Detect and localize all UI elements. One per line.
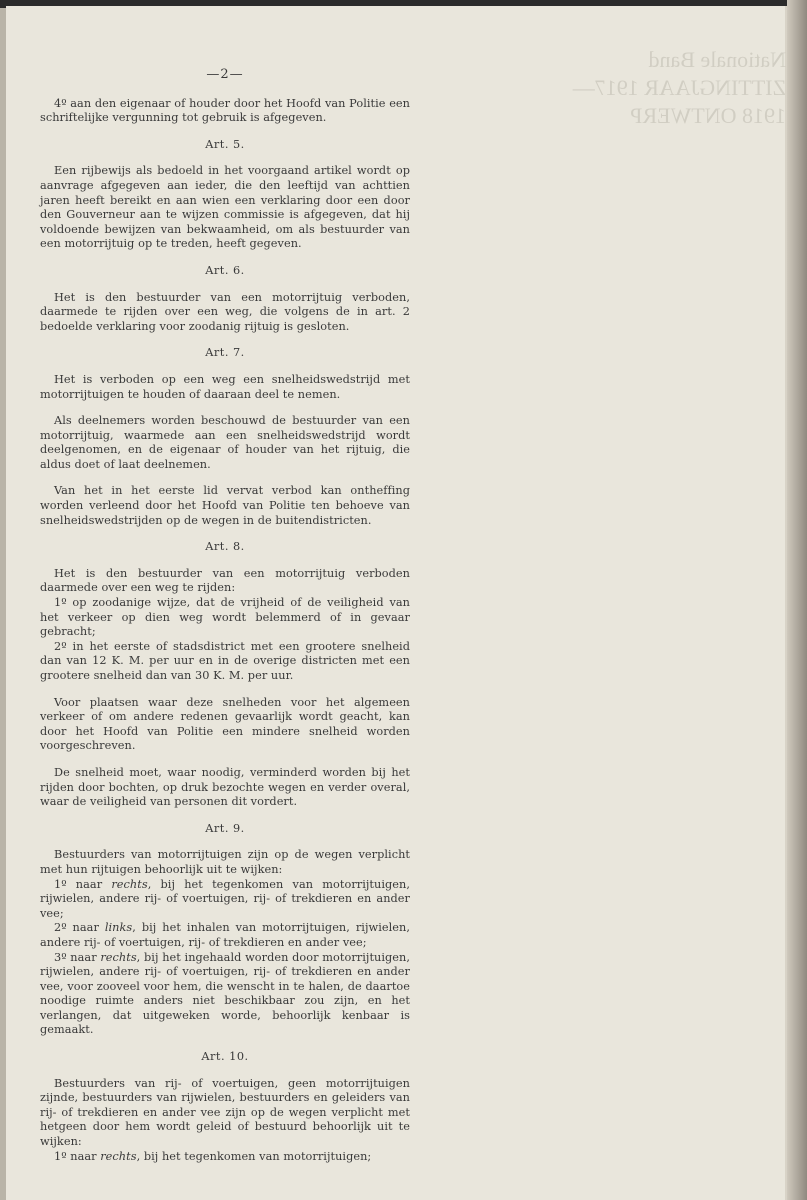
article-9-item-3-direction: rechts: [100, 950, 137, 964]
page-content: [40, 68, 410, 1164]
article-8-text-3: De snelheid moet, waar noodig, verminderd worden bij het rijden door bochten, op druk bezochte wegen en verder overal, waar de veiligheid van personen dit vordert.: [40, 765, 410, 809]
article-9-item-1-prefix: 1º naar: [54, 877, 112, 891]
article-7-heading: Art. 7.: [205, 346, 245, 360]
article-10-intro: Bestuurders van rij- of voertuigen, geen motorrijtuigen zijnde, bestuurders van rijwielen, bestuurders en geleiders van rij- of trekdieren en ander vee zijn op de wegen verplicht met hetgeen door hem wordt geleid of bestuurd behoorlijk uit te wijken:: [40, 1076, 410, 1149]
article-7-text-1: Het is verboden op een weg een snelheidswedstrijd met motorrijtuigen te houden of daaraan deel te nemen.: [40, 372, 410, 401]
bleed-through-text: Nationale Band ZITTINGJAAR 1917—1918 ONTWERP: [572, 47, 786, 128]
article-9-item-1-direction: rechts: [111, 877, 148, 891]
article-9-item-1-rest: , bij het tegenkomen van motorrijtuigen, rijwielen, andere rij- of voertuigen, rij- of trekdieren en ander vee;: [40, 877, 410, 920]
article-9-item-3-rest: , bij het ingehaald worden door motorrijtuigen, rijwielen, andere rij- of voertuigen, rij- of trekdieren en ander vee, voor zooveel voor hem, die wenscht in te halen, de daartoe noodige ruimte anders niet beschikbaar zou zijn, en het verlangen, dat uitgeweken worde, behoorlijk kenbaar is gemaakt.: [40, 950, 410, 1037]
article-8-item-1: 1º op zoodanige wijze, dat de vrijheid of de veiligheid van het verkeer op dien weg wordt belemmerd of in gevaar gebracht;: [40, 596, 410, 639]
article-9-intro: Bestuurders van motorrijtuigen zijn op de wegen verplicht met hun rijtuigen behoorlijk uit te wijken:: [40, 848, 410, 876]
article-10-item-1-direction: rechts: [100, 1149, 137, 1163]
paragraph-4-vergunning: 4º aan den eigenaar of houder door het Hoofd van Politie een schriftelijke vergunning tot gebruik is afgegeven.: [40, 96, 410, 125]
article-10-item-1-prefix: 1º naar: [54, 1149, 101, 1163]
article-5-text: Een rijbewijs als bedoeld in het voorgaand artikel wordt op aanvrage afgegeven aan ieder, die den leeftijd van achttien jaren heeft bereikt en aan wien een verklaring door een door den Gouverneur aan te wijzen commissie is afgegeven, dat hij voldoende bewijzen van bekwaamheid, om als bestuurder van een motorrijtuig op te treden, heeft gegeven.: [40, 164, 410, 251]
article-9-item-2-rest: , bij het inhalen van motorrijtuigen, rijwielen, andere rij- of voertuigen, rij- of trekdieren en ander vee;: [40, 921, 410, 949]
article-10-item-1-rest: , bij het tegenkomen van motorrijtuigen;: [136, 1149, 372, 1163]
article-9-item-1: [40, 878, 410, 922]
article-9-heading: Art. 9.: [205, 821, 245, 835]
document-page: [6, 6, 787, 1200]
article-9-item-3: [40, 951, 410, 1039]
article-7-text-2: Als deelnemers worden beschouwd de bestuurder van een motorrijtuig, waarmede aan een snelheidswedstrijd wordt deelgenomen, en de eigenaar of houder van het rijtuig, die aldus doet of laat deelnemen.: [40, 414, 410, 471]
article-5-heading: Art. 5.: [205, 137, 245, 151]
article-10-heading: Art. 10.: [201, 1050, 249, 1064]
article-10-item-1: [40, 1150, 410, 1165]
article-8-heading: Art. 8.: [205, 540, 245, 554]
article-7-text-3: Van het in het eerste lid vervat verbod kan ontheffing worden verleend door het Hoofd van Politie ten behoeve van snelheidswedstrijden op de wegen in de buitendistricten.: [40, 484, 410, 527]
article-8-intro: Het is den bestuurder van een motorrijtuig verboden daarmede over een weg te rijden:: [40, 566, 410, 595]
article-8-text-2: Voor plaatsen waar deze snelheden voor het algemeen verkeer of om andere redenen gevaarlijk wordt geacht, kan door het Hoofd van Politie een mindere snelheid worden voorgeschreven.: [40, 695, 410, 753]
article-9-item-3-prefix: 3º naar: [54, 950, 101, 964]
article-6-text: Het is den bestuurder van een motorrijtuig verboden, daarmede te rijden over een weg, die volgens de in art. 2 bedoelde verklaring voor zoodanig rijtuig is gesloten.: [40, 290, 410, 333]
article-9-item-2: [40, 921, 410, 950]
page-number: —2—: [206, 67, 244, 82]
article-9-item-2-direction: links: [104, 921, 133, 935]
article-8-item-2: 2º in het eerste of stadsdistrict met een grootere snelheid dan van 12 K. M. per uur en in de overige districten met een grootere snelheid dan van 30 K. M. per uur.: [40, 639, 410, 682]
scan-right-strip: [787, 0, 807, 1200]
article-9-item-2-prefix: 2º naar: [54, 921, 105, 935]
article-6-heading: Art. 6.: [205, 263, 245, 277]
